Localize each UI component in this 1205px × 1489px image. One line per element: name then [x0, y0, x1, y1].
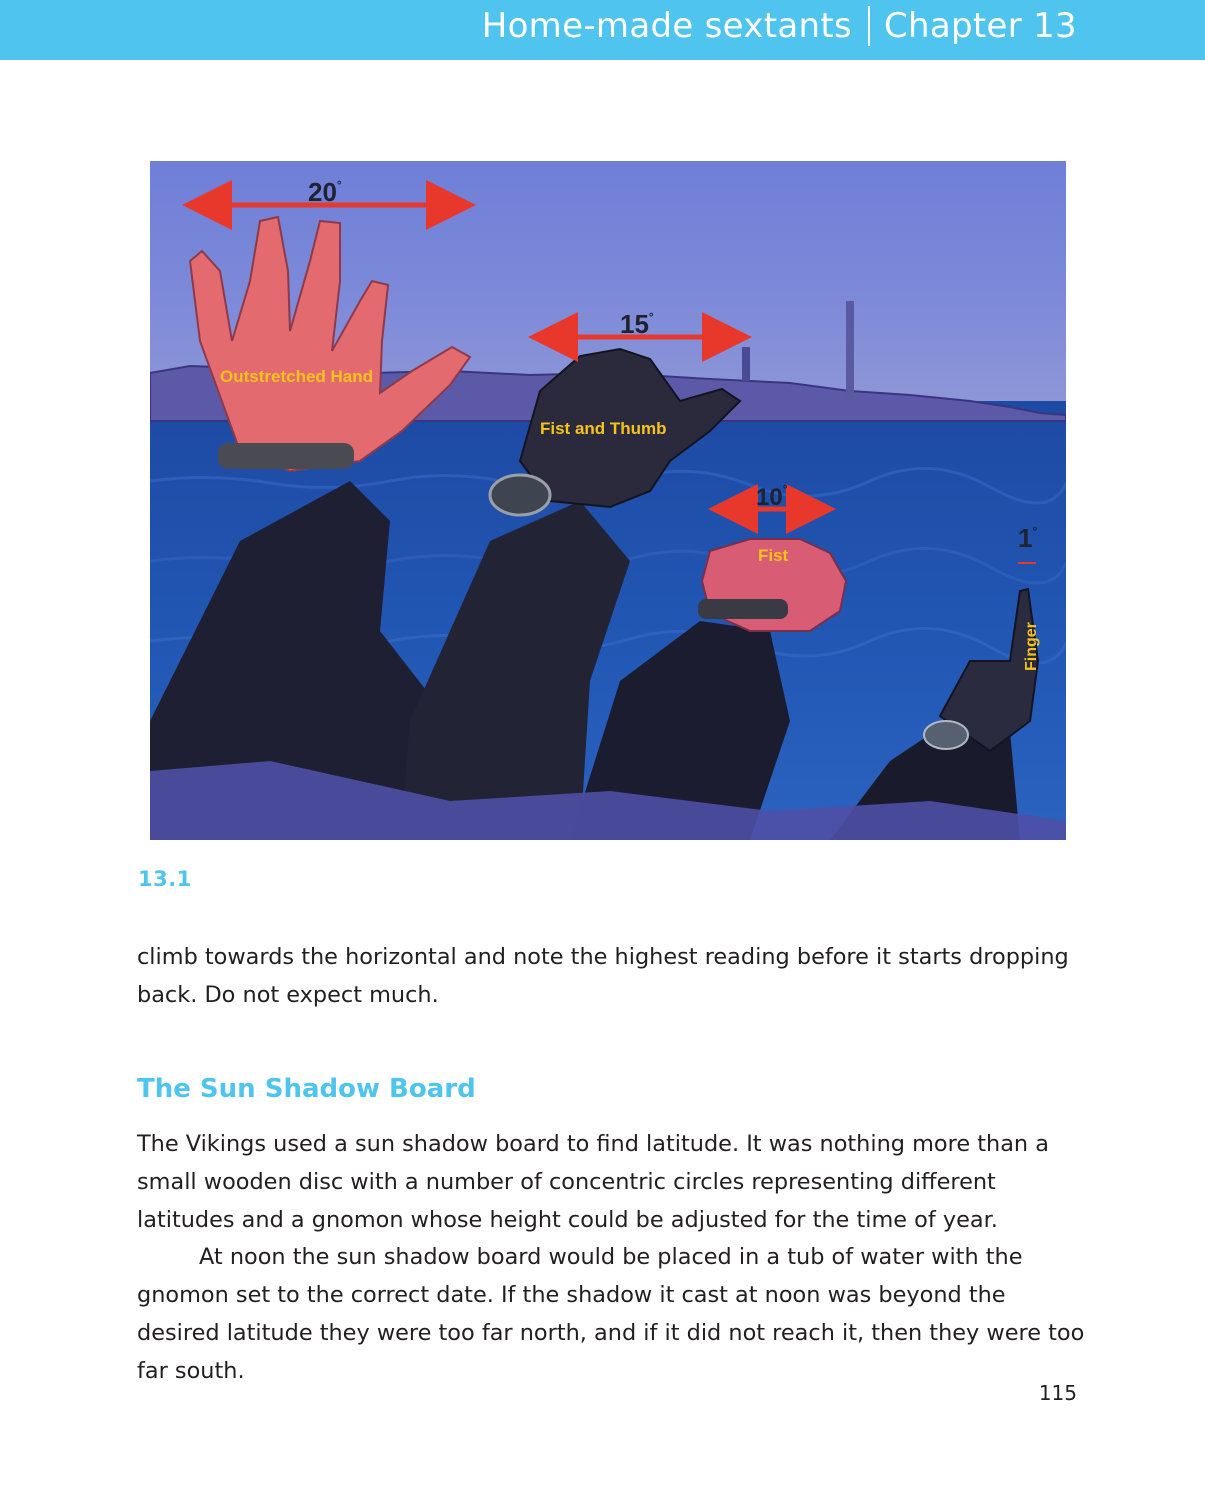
- degree-mark: °: [648, 310, 654, 324]
- paragraph-3: At noon the sun shadow board would be placed in a tub of water with the gnomon set to the correct date. If the shadow it cast at noon was beyond the desired latitude they were too far north, and if it did not reach it, then they were too far south.: [137, 1244, 1085, 1384]
- paragraph-2: The Vikings used a sun shadow board to find latitude. It was nothing more than a small wooden disc with a number of concentric circles representing different latitudes and a gnomon whose height could be adjusted for the time of year.: [137, 1131, 1049, 1233]
- header-divider: [868, 6, 870, 46]
- chapter-label: Chapter 13: [883, 6, 1077, 46]
- measure-10: 10: [756, 484, 783, 511]
- label-fist-and-thumb: Fist and Thumb: [540, 419, 667, 438]
- book-title: Home-made sextants: [481, 6, 852, 46]
- figure-number: 13.1: [138, 867, 192, 891]
- degree-mark: °: [782, 482, 788, 496]
- finger-watch: [924, 721, 968, 749]
- lighthouse-tower: [846, 301, 854, 401]
- running-header: [482, 6, 1077, 46]
- measure-1: 1: [1018, 523, 1033, 553]
- paragraph-1: climb towards the horizontal and note the highest reading before it starts dropping back. Do not expect much.: [137, 944, 1069, 1008]
- section-heading: The Sun Shadow Board: [137, 1074, 476, 1104]
- fist-watch-strap: [698, 599, 788, 619]
- wrist-watch: [490, 475, 550, 515]
- svg-text:20°: [308, 177, 342, 207]
- label-fist: Fist: [758, 546, 789, 565]
- page-number: 115: [1038, 1381, 1077, 1405]
- degree-mark: °: [1032, 524, 1038, 538]
- degree-mark: °: [336, 178, 342, 192]
- hand-angle-illustration: [150, 161, 1066, 840]
- measure-15: 15: [620, 309, 649, 339]
- tower-small: [742, 347, 750, 381]
- label-outstretched-hand: Outstretched Hand: [220, 367, 374, 386]
- watch-strap: [218, 443, 354, 469]
- chapter-header-bar: [0, 0, 1205, 60]
- measure-20: 20: [308, 177, 337, 207]
- svg-text:15°: [620, 309, 654, 339]
- label-finger: Finger: [1023, 622, 1040, 671]
